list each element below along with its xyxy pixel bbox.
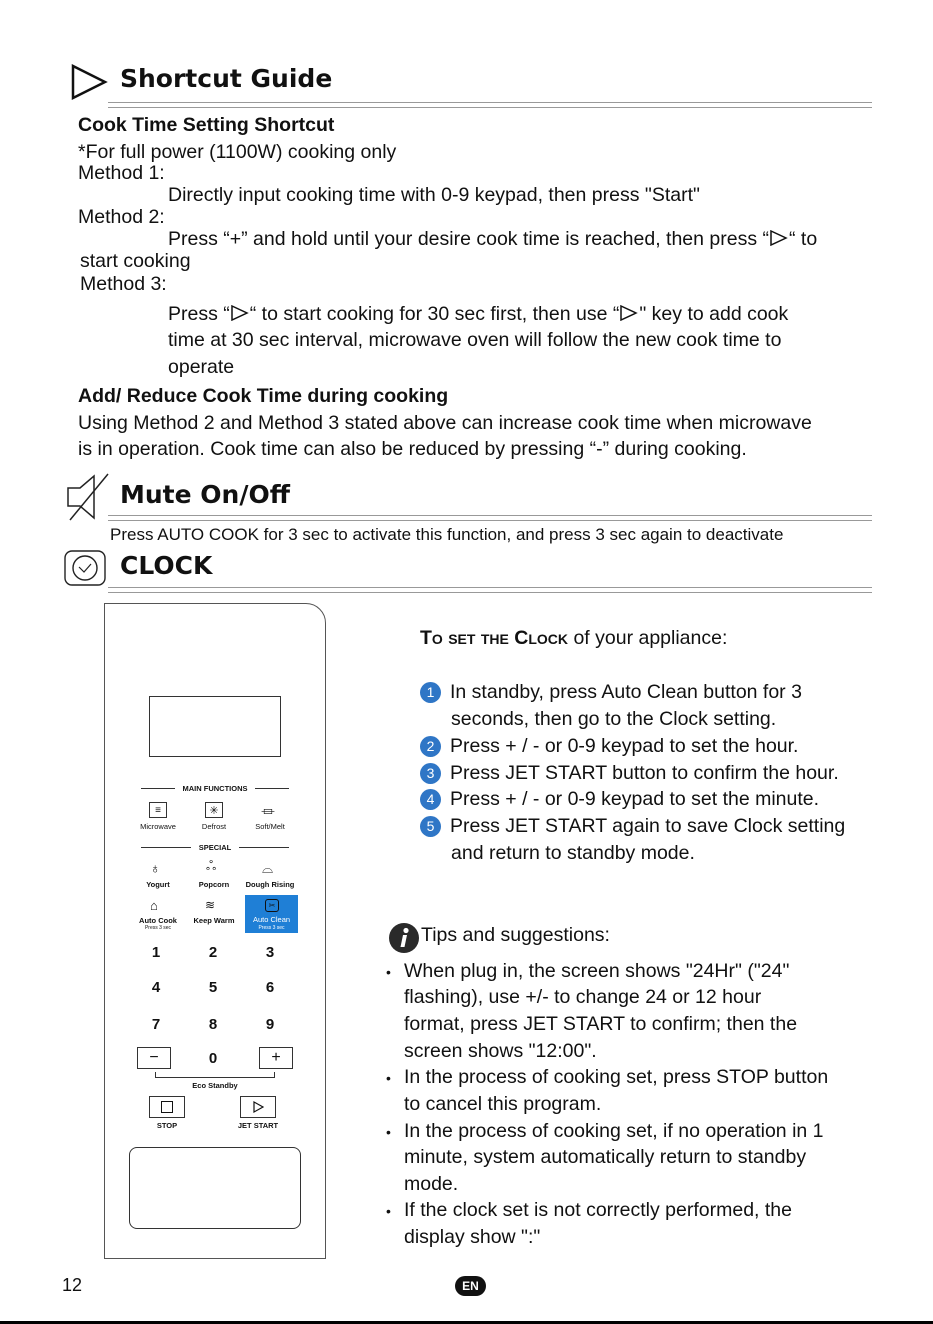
- special-label: SPECIAL: [198, 843, 232, 852]
- defrost-label: Defrost: [201, 822, 227, 831]
- method-1-text: Directly input cooking time with 0-9 keypad, then press "Start": [168, 184, 700, 206]
- clock-step-2: 2 Press + / - or 0-9 keypad to set the hour.: [420, 735, 798, 758]
- mute-title: Mute On/Off: [120, 480, 290, 509]
- step-number-badge: 2: [420, 736, 441, 757]
- keep-warm-label: Keep Warm: [193, 916, 235, 925]
- display-window: [149, 696, 281, 757]
- step-number-badge: 4: [420, 789, 441, 810]
- key-9: 9: [265, 1016, 275, 1033]
- method-2-text-cont: start cooking: [80, 250, 191, 272]
- tip-2-line-2: to cancel this program.: [404, 1093, 602, 1115]
- clock-step-5-cont: and return to standby mode.: [451, 842, 695, 864]
- method-3-line-2: time at 30 sec interval, microwave oven will follow the new cook time to: [168, 329, 782, 351]
- step-number-badge: 1: [420, 682, 441, 703]
- key-2: 2: [208, 944, 218, 961]
- shortcut-guide-title: Shortcut Guide: [120, 64, 333, 93]
- microwave-icon: ≡: [149, 802, 167, 818]
- clock-step-1: 1 In standby, press Auto Clean button for 3: [420, 681, 802, 704]
- keep-warm-icon: ≋: [205, 898, 216, 912]
- auto-cook-sub: Press 3 sec: [144, 925, 172, 931]
- tip-4: • If the clock set is not correctly performed, the: [386, 1199, 792, 1221]
- add-reduce-heading: Add/ Reduce Cook Time during cooking: [78, 385, 449, 407]
- dough-rising-icon: ⌓: [262, 860, 274, 876]
- full-power-note: *For full power (1100W) cooking only: [78, 141, 397, 163]
- method-1-label: Method 1:: [78, 162, 165, 184]
- key-8: 8: [208, 1016, 218, 1033]
- defrost-icon: ✳: [205, 802, 223, 818]
- info-icon: [388, 922, 420, 954]
- section-divider: [108, 102, 872, 108]
- key-4: 4: [151, 979, 161, 996]
- yogurt-label: Yogurt: [146, 880, 170, 889]
- soft-melt-icon: ⏛: [261, 804, 275, 820]
- yogurt-icon: ♁: [150, 860, 161, 876]
- tip-2: • In the process of cooking set, press STOP button: [386, 1066, 829, 1088]
- method-3-line-1: Press “ “ to start cooking for 30 sec first, then use “ " key to add cook: [168, 303, 789, 325]
- soft-melt-label: Soft/Melt: [255, 822, 285, 831]
- section-divider: [108, 587, 872, 593]
- door-handle: [129, 1147, 301, 1229]
- mute-text: Press AUTO COOK for 3 sec to activate this function, and press 3 sec again to deactivate: [110, 525, 784, 544]
- jet-start-label: JET START: [237, 1121, 279, 1130]
- tips-title: Tips and suggestions:: [421, 924, 610, 946]
- tip-3: • In the process of cooking set, if no operation in 1: [386, 1120, 824, 1142]
- auto-clean-sub: Press 3 sec: [258, 925, 285, 931]
- step-number-badge: 3: [420, 763, 441, 784]
- clock-icon: [64, 550, 106, 586]
- minus-key: −: [137, 1047, 171, 1069]
- key-0: 0: [208, 1050, 218, 1067]
- key-3: 3: [265, 944, 275, 961]
- key-5: 5: [208, 979, 218, 996]
- key-7: 7: [151, 1016, 161, 1033]
- dough-rising-label: Dough Rising: [245, 880, 295, 889]
- mute-speaker-icon: [64, 472, 112, 522]
- method-3-label: Method 3:: [80, 273, 167, 295]
- clock-intro: To set the Clock of your appliance:: [420, 627, 728, 649]
- tip-1-line-4: screen shows "12:00".: [404, 1040, 597, 1062]
- tip-3-line-3: mode.: [404, 1173, 459, 1195]
- key-1: 1: [151, 944, 161, 961]
- tip-3-line-2: minute, system automatically return to standby: [404, 1146, 807, 1168]
- tip-1-line-2: flashing), use +/- to change 24 or 12 hour: [404, 986, 762, 1008]
- stop-key: [149, 1096, 185, 1118]
- auto-clean-label: Auto Clean: [252, 915, 291, 924]
- cook-time-heading: Cook Time Setting Shortcut: [78, 114, 335, 136]
- section-divider: [108, 515, 872, 521]
- page-number: 12: [62, 1275, 83, 1295]
- popcorn-icon: ஃ: [206, 858, 217, 873]
- tip-4-line-2: display show ":": [404, 1226, 541, 1248]
- auto-clean-icon: ✂: [265, 899, 279, 912]
- main-functions-label: MAIN FUNCTIONS: [182, 784, 248, 793]
- key-6: 6: [265, 979, 275, 996]
- play-triangle-icon: [70, 64, 108, 100]
- clock-title: CLOCK: [120, 551, 213, 580]
- tip-1-line-3: format, press JET START to confirm; then the: [404, 1013, 798, 1035]
- auto-cook-icon: ⌂: [150, 898, 158, 913]
- add-reduce-line-2: is in operation. Cook time can also be reduced by pressing “-” during cooking.: [78, 438, 747, 460]
- clock-step-1-cont: seconds, then go to the Clock setting.: [451, 708, 777, 730]
- play-icon: [252, 1101, 264, 1113]
- stop-label: STOP: [156, 1121, 178, 1130]
- method-2-text: Press “+” and hold until your desire cook time is reached, then press “ “ to: [168, 228, 818, 250]
- tip-1: • When plug in, the screen shows "24Hr" ("24": [386, 960, 790, 982]
- control-panel-illustration: [104, 603, 326, 1259]
- clock-step-5: 5 Press JET START again to save Clock setting: [420, 815, 845, 838]
- clock-step-4: 4 Press + / - or 0-9 keypad to set the minute.: [420, 788, 819, 811]
- auto-clean-highlight: [245, 895, 298, 933]
- method-3-line-3: operate: [168, 356, 235, 378]
- step-number-badge: 5: [420, 816, 441, 837]
- microwave-label: Microwave: [140, 822, 176, 831]
- play-icon: [230, 305, 250, 321]
- method-2-label: Method 2:: [78, 206, 165, 228]
- auto-cook-label: Auto Cook: [139, 916, 177, 925]
- eco-standby-label: Eco Standby: [192, 1081, 238, 1090]
- language-badge: EN: [455, 1276, 486, 1296]
- popcorn-label: Popcorn: [198, 880, 230, 889]
- play-icon: [619, 305, 639, 321]
- add-reduce-line-1: Using Method 2 and Method 3 stated above can increase cook time when microwave: [78, 412, 812, 434]
- plus-key: +: [259, 1047, 293, 1069]
- clock-step-3: 3 Press JET START button to confirm the hour.: [420, 762, 839, 785]
- play-icon: [769, 230, 789, 246]
- jet-start-key: [240, 1096, 276, 1118]
